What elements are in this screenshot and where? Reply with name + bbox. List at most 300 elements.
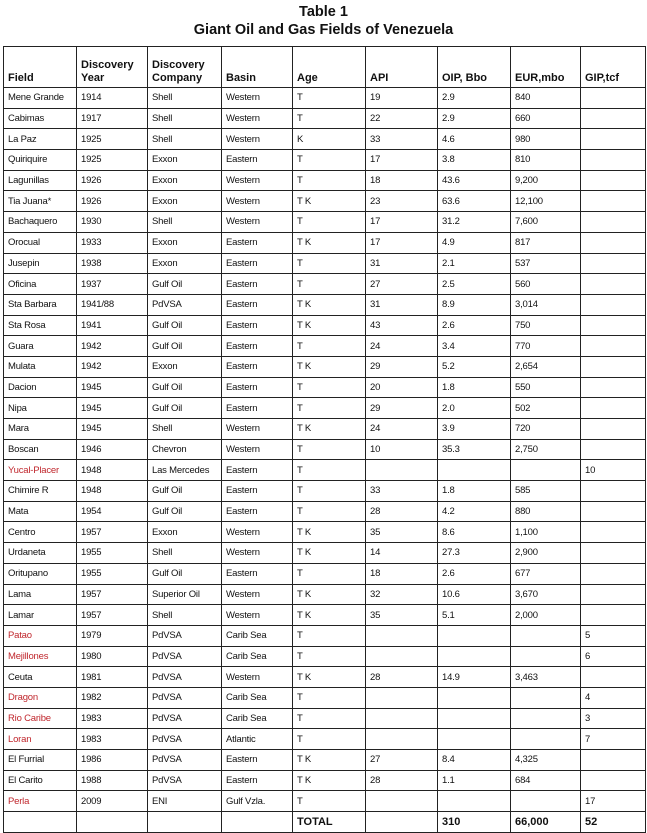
age-cell: T bbox=[293, 687, 366, 708]
eur-value-cell: 550 bbox=[511, 377, 581, 398]
oip-value-cell bbox=[438, 625, 511, 646]
field-name-cell: Tia Juana* bbox=[4, 191, 77, 212]
gip-value-cell bbox=[581, 439, 646, 460]
eur-value-cell: 720 bbox=[511, 419, 581, 440]
basin-cell: Eastern bbox=[222, 481, 293, 502]
discovery-company-cell: Exxon bbox=[148, 191, 222, 212]
oip-value-cell: 2.9 bbox=[438, 108, 511, 129]
api-gravity-cell: 18 bbox=[366, 170, 438, 191]
api-gravity-cell: 17 bbox=[366, 212, 438, 233]
table-row bbox=[4, 729, 646, 750]
gip-value-cell bbox=[581, 543, 646, 564]
eur-value-cell: 810 bbox=[511, 150, 581, 171]
discovery-company-cell: PdVSA bbox=[148, 750, 222, 771]
discovery-year-cell: 1942 bbox=[77, 336, 148, 357]
gip-value-cell bbox=[581, 315, 646, 336]
age-cell: T K bbox=[293, 356, 366, 377]
discovery-company-cell: PdVSA bbox=[148, 646, 222, 667]
eur-value-cell: 12,100 bbox=[511, 191, 581, 212]
gip-value-cell bbox=[581, 584, 646, 605]
basin-cell: Eastern bbox=[222, 253, 293, 274]
discovery-year-cell: 2009 bbox=[77, 791, 148, 812]
basin-cell: Western bbox=[222, 605, 293, 626]
field-name-cell: Loran bbox=[4, 729, 77, 750]
discovery-year-cell: 1946 bbox=[77, 439, 148, 460]
discovery-company-cell: Exxon bbox=[148, 150, 222, 171]
age-cell: T bbox=[293, 398, 366, 419]
basin-cell: Eastern bbox=[222, 315, 293, 336]
basin-cell: Western bbox=[222, 170, 293, 191]
discovery-year-cell: 1948 bbox=[77, 481, 148, 502]
eur-value-cell: 2,900 bbox=[511, 543, 581, 564]
age-cell: T K bbox=[293, 543, 366, 564]
table-row bbox=[4, 150, 646, 171]
api-gravity-cell: 23 bbox=[366, 191, 438, 212]
table-row bbox=[4, 646, 646, 667]
oip-value-cell: 4.6 bbox=[438, 129, 511, 150]
discovery-year-cell: 1988 bbox=[77, 770, 148, 791]
eur-value-cell bbox=[511, 729, 581, 750]
table-row bbox=[4, 356, 646, 377]
basin-cell: Eastern bbox=[222, 294, 293, 315]
column-header: Field bbox=[4, 47, 77, 88]
field-name-cell: Quiriquire bbox=[4, 150, 77, 171]
oip-value-cell: 4.9 bbox=[438, 232, 511, 253]
age-cell: T bbox=[293, 708, 366, 729]
discovery-company-cell: Exxon bbox=[148, 253, 222, 274]
api-gravity-cell bbox=[366, 625, 438, 646]
oip-value-cell bbox=[438, 646, 511, 667]
discovery-company-cell: Gulf Oil bbox=[148, 274, 222, 295]
api-gravity-cell bbox=[366, 460, 438, 481]
age-cell: T bbox=[293, 253, 366, 274]
gip-value-cell bbox=[581, 770, 646, 791]
discovery-year-cell: 1982 bbox=[77, 687, 148, 708]
discovery-year-cell: 1948 bbox=[77, 460, 148, 481]
eur-value-cell: 502 bbox=[511, 398, 581, 419]
discovery-company-cell: Exxon bbox=[148, 232, 222, 253]
api-gravity-cell: 20 bbox=[366, 377, 438, 398]
eur-value-cell: 3,670 bbox=[511, 584, 581, 605]
age-cell: K bbox=[293, 129, 366, 150]
age-cell: T bbox=[293, 481, 366, 502]
discovery-year-cell: 1937 bbox=[77, 274, 148, 295]
eur-value-cell: 980 bbox=[511, 129, 581, 150]
basin-cell: Eastern bbox=[222, 274, 293, 295]
api-gravity-cell: 32 bbox=[366, 584, 438, 605]
api-gravity-cell: 33 bbox=[366, 481, 438, 502]
basin-cell: Western bbox=[222, 439, 293, 460]
age-cell: T bbox=[293, 377, 366, 398]
gip-value-cell bbox=[581, 522, 646, 543]
gip-value-cell bbox=[581, 667, 646, 688]
eur-value-cell: 677 bbox=[511, 563, 581, 584]
table-row bbox=[4, 439, 646, 460]
basin-cell: Carib Sea bbox=[222, 646, 293, 667]
eur-value-cell: 2,654 bbox=[511, 356, 581, 377]
total-eur: 66,000 bbox=[511, 812, 581, 833]
table-row bbox=[4, 212, 646, 233]
eur-value-cell: 3,014 bbox=[511, 294, 581, 315]
eur-value-cell: 817 bbox=[511, 232, 581, 253]
discovery-year-cell: 1942 bbox=[77, 356, 148, 377]
age-cell: T bbox=[293, 501, 366, 522]
field-name-cell: Cabimas bbox=[4, 108, 77, 129]
total-label: TOTAL bbox=[293, 812, 366, 833]
basin-cell: Eastern bbox=[222, 232, 293, 253]
discovery-company-cell: PdVSA bbox=[148, 708, 222, 729]
eur-value-cell: 585 bbox=[511, 481, 581, 502]
oip-value-cell bbox=[438, 791, 511, 812]
oip-value-cell: 2.1 bbox=[438, 253, 511, 274]
field-name-cell: Nipa bbox=[4, 398, 77, 419]
eur-value-cell: 750 bbox=[511, 315, 581, 336]
table-row bbox=[4, 708, 646, 729]
gip-value-cell bbox=[581, 398, 646, 419]
field-name-cell: El Carito bbox=[4, 770, 77, 791]
field-name-cell: Dacion bbox=[4, 377, 77, 398]
discovery-year-cell: 1941 bbox=[77, 315, 148, 336]
oip-value-cell: 2.9 bbox=[438, 88, 511, 109]
table-row bbox=[4, 315, 646, 336]
field-name-cell: Sta Rosa bbox=[4, 315, 77, 336]
discovery-company-cell: Shell bbox=[148, 212, 222, 233]
discovery-company-cell: Exxon bbox=[148, 522, 222, 543]
column-header: Discovery Company bbox=[148, 47, 222, 88]
api-gravity-cell: 14 bbox=[366, 543, 438, 564]
gip-value-cell: 10 bbox=[581, 460, 646, 481]
table-row bbox=[4, 543, 646, 564]
field-name-cell: Mejillones bbox=[4, 646, 77, 667]
api-gravity-cell: 28 bbox=[366, 770, 438, 791]
oip-value-cell: 35.3 bbox=[438, 439, 511, 460]
basin-cell: Western bbox=[222, 522, 293, 543]
age-cell: T bbox=[293, 212, 366, 233]
discovery-year-cell: 1925 bbox=[77, 150, 148, 171]
header-row bbox=[4, 47, 646, 88]
discovery-company-cell: PdVSA bbox=[148, 687, 222, 708]
gip-value-cell bbox=[581, 750, 646, 771]
oip-value-cell bbox=[438, 460, 511, 481]
eur-value-cell: 537 bbox=[511, 253, 581, 274]
basin-cell: Carib Sea bbox=[222, 625, 293, 646]
age-cell: T K bbox=[293, 232, 366, 253]
eur-value-cell: 3,463 bbox=[511, 667, 581, 688]
table-row bbox=[4, 129, 646, 150]
api-gravity-cell: 29 bbox=[366, 356, 438, 377]
gip-value-cell: 5 bbox=[581, 625, 646, 646]
gip-value-cell: 3 bbox=[581, 708, 646, 729]
api-gravity-cell: 24 bbox=[366, 336, 438, 357]
discovery-company-cell: PdVSA bbox=[148, 729, 222, 750]
age-cell: T K bbox=[293, 584, 366, 605]
gip-value-cell bbox=[581, 108, 646, 129]
api-gravity-cell: 31 bbox=[366, 294, 438, 315]
eur-value-cell: 2,750 bbox=[511, 439, 581, 460]
discovery-company-cell: Gulf Oil bbox=[148, 336, 222, 357]
api-gravity-cell: 35 bbox=[366, 605, 438, 626]
field-name-cell: Ceuta bbox=[4, 667, 77, 688]
oip-value-cell: 3.8 bbox=[438, 150, 511, 171]
eur-value-cell: 2,000 bbox=[511, 605, 581, 626]
field-name-cell: Oficina bbox=[4, 274, 77, 295]
discovery-year-cell: 1941/88 bbox=[77, 294, 148, 315]
discovery-company-cell: Gulf Oil bbox=[148, 377, 222, 398]
field-name-cell: Mara bbox=[4, 419, 77, 440]
discovery-company-cell: ENI bbox=[148, 791, 222, 812]
discovery-year-cell: 1980 bbox=[77, 646, 148, 667]
table-row bbox=[4, 481, 646, 502]
discovery-company-cell: Chevron bbox=[148, 439, 222, 460]
table-row bbox=[4, 522, 646, 543]
api-gravity-cell: 10 bbox=[366, 439, 438, 460]
age-cell: T bbox=[293, 170, 366, 191]
table-row bbox=[4, 625, 646, 646]
discovery-company-cell: PdVSA bbox=[148, 625, 222, 646]
gip-value-cell bbox=[581, 605, 646, 626]
discovery-year-cell: 1957 bbox=[77, 522, 148, 543]
discovery-year-cell: 1954 bbox=[77, 501, 148, 522]
api-gravity-cell bbox=[366, 687, 438, 708]
basin-cell: Eastern bbox=[222, 460, 293, 481]
field-name-cell: Lamar bbox=[4, 605, 77, 626]
basin-cell: Western bbox=[222, 584, 293, 605]
field-name-cell: Oritupano bbox=[4, 563, 77, 584]
table-row bbox=[4, 274, 646, 295]
age-cell: T bbox=[293, 791, 366, 812]
field-name-cell: Dragon bbox=[4, 687, 77, 708]
oip-value-cell bbox=[438, 708, 511, 729]
gip-value-cell bbox=[581, 294, 646, 315]
age-cell: T K bbox=[293, 750, 366, 771]
gip-value-cell bbox=[581, 274, 646, 295]
table-row bbox=[4, 460, 646, 481]
discovery-company-cell: Shell bbox=[148, 419, 222, 440]
age-cell: T bbox=[293, 729, 366, 750]
eur-value-cell bbox=[511, 687, 581, 708]
age-cell: T K bbox=[293, 522, 366, 543]
table-body bbox=[4, 88, 646, 812]
oip-value-cell: 8.4 bbox=[438, 750, 511, 771]
discovery-company-cell: Shell bbox=[148, 108, 222, 129]
eur-value-cell: 560 bbox=[511, 274, 581, 295]
api-gravity-cell: 28 bbox=[366, 501, 438, 522]
total-row bbox=[4, 812, 646, 833]
discovery-company-cell: Superior Oil bbox=[148, 584, 222, 605]
api-gravity-cell: 18 bbox=[366, 563, 438, 584]
oip-value-cell: 63.6 bbox=[438, 191, 511, 212]
eur-value-cell bbox=[511, 460, 581, 481]
oip-value-cell: 27.3 bbox=[438, 543, 511, 564]
table-row bbox=[4, 398, 646, 419]
discovery-company-cell: Gulf Oil bbox=[148, 315, 222, 336]
basin-cell: Eastern bbox=[222, 770, 293, 791]
discovery-company-cell: Gulf Oil bbox=[148, 563, 222, 584]
api-gravity-cell: 43 bbox=[366, 315, 438, 336]
table-row bbox=[4, 294, 646, 315]
gip-value-cell: 7 bbox=[581, 729, 646, 750]
gip-value-cell bbox=[581, 419, 646, 440]
basin-cell: Eastern bbox=[222, 150, 293, 171]
eur-value-cell: 1,100 bbox=[511, 522, 581, 543]
field-name-cell: Mene Grande bbox=[4, 88, 77, 109]
discovery-year-cell: 1926 bbox=[77, 170, 148, 191]
discovery-company-cell: Shell bbox=[148, 605, 222, 626]
table-row bbox=[4, 191, 646, 212]
table-row bbox=[4, 667, 646, 688]
discovery-year-cell: 1945 bbox=[77, 377, 148, 398]
discovery-year-cell: 1955 bbox=[77, 543, 148, 564]
table-row bbox=[4, 563, 646, 584]
basin-cell: Western bbox=[222, 88, 293, 109]
oip-value-cell: 43.6 bbox=[438, 170, 511, 191]
basin-cell: Eastern bbox=[222, 398, 293, 419]
age-cell: T K bbox=[293, 419, 366, 440]
field-name-cell: Chimire R bbox=[4, 481, 77, 502]
api-gravity-cell: 24 bbox=[366, 419, 438, 440]
oip-value-cell: 1.8 bbox=[438, 481, 511, 502]
eur-value-cell bbox=[511, 708, 581, 729]
discovery-year-cell: 1983 bbox=[77, 708, 148, 729]
oip-value-cell: 5.2 bbox=[438, 356, 511, 377]
age-cell: T K bbox=[293, 667, 366, 688]
table-row bbox=[4, 770, 646, 791]
gip-value-cell bbox=[581, 336, 646, 357]
field-name-cell: La Paz bbox=[4, 129, 77, 150]
column-header: GIP,tcf bbox=[581, 47, 646, 88]
gip-value-cell bbox=[581, 191, 646, 212]
eur-value-cell: 880 bbox=[511, 501, 581, 522]
gip-value-cell: 4 bbox=[581, 687, 646, 708]
age-cell: T bbox=[293, 439, 366, 460]
oip-value-cell: 3.9 bbox=[438, 419, 511, 440]
total-cell-empty bbox=[148, 812, 222, 833]
gip-value-cell bbox=[581, 253, 646, 274]
oip-value-cell: 31.2 bbox=[438, 212, 511, 233]
age-cell: T bbox=[293, 150, 366, 171]
eur-value-cell: 7,600 bbox=[511, 212, 581, 233]
column-header: Age bbox=[293, 47, 366, 88]
basin-cell: Western bbox=[222, 419, 293, 440]
column-header: Basin bbox=[222, 47, 293, 88]
oip-value-cell: 5.1 bbox=[438, 605, 511, 626]
age-cell: T bbox=[293, 563, 366, 584]
gip-value-cell bbox=[581, 563, 646, 584]
oip-value-cell: 4.2 bbox=[438, 501, 511, 522]
age-cell: T bbox=[293, 336, 366, 357]
age-cell: T K bbox=[293, 191, 366, 212]
discovery-company-cell: Shell bbox=[148, 88, 222, 109]
api-gravity-cell: 19 bbox=[366, 88, 438, 109]
field-name-cell: Sta Barbara bbox=[4, 294, 77, 315]
basin-cell: Eastern bbox=[222, 750, 293, 771]
basin-cell: Carib Sea bbox=[222, 687, 293, 708]
field-name-cell: El Furrial bbox=[4, 750, 77, 771]
gip-value-cell bbox=[581, 481, 646, 502]
age-cell: T bbox=[293, 460, 366, 481]
discovery-company-cell: Shell bbox=[148, 129, 222, 150]
eur-value-cell bbox=[511, 791, 581, 812]
field-name-cell: Boscan bbox=[4, 439, 77, 460]
api-gravity-cell bbox=[366, 729, 438, 750]
oip-value-cell: 14.9 bbox=[438, 667, 511, 688]
gip-value-cell bbox=[581, 129, 646, 150]
table-row bbox=[4, 232, 646, 253]
api-gravity-cell bbox=[366, 791, 438, 812]
discovery-company-cell: Gulf Oil bbox=[148, 398, 222, 419]
eur-value-cell: 660 bbox=[511, 108, 581, 129]
discovery-year-cell: 1926 bbox=[77, 191, 148, 212]
field-name-cell: Perla bbox=[4, 791, 77, 812]
basin-cell: Atlantic bbox=[222, 729, 293, 750]
discovery-year-cell: 1986 bbox=[77, 750, 148, 771]
api-gravity-cell: 29 bbox=[366, 398, 438, 419]
table-row bbox=[4, 750, 646, 771]
basin-cell: Western bbox=[222, 108, 293, 129]
api-gravity-cell: 28 bbox=[366, 667, 438, 688]
age-cell: T bbox=[293, 108, 366, 129]
discovery-year-cell: 1957 bbox=[77, 584, 148, 605]
discovery-year-cell: 1945 bbox=[77, 398, 148, 419]
discovery-year-cell: 1917 bbox=[77, 108, 148, 129]
api-gravity-cell: 22 bbox=[366, 108, 438, 129]
column-header: OIP, Bbo bbox=[438, 47, 511, 88]
table-row bbox=[4, 377, 646, 398]
discovery-year-cell: 1945 bbox=[77, 419, 148, 440]
table-row bbox=[4, 170, 646, 191]
field-name-cell: Mulata bbox=[4, 356, 77, 377]
gip-value-cell bbox=[581, 232, 646, 253]
oip-value-cell bbox=[438, 687, 511, 708]
column-header: API bbox=[366, 47, 438, 88]
gip-value-cell bbox=[581, 377, 646, 398]
field-name-cell: Jusepin bbox=[4, 253, 77, 274]
oip-value-cell: 10.6 bbox=[438, 584, 511, 605]
oip-value-cell: 2.6 bbox=[438, 563, 511, 584]
basin-cell: Western bbox=[222, 129, 293, 150]
gip-value-cell: 6 bbox=[581, 646, 646, 667]
gip-value-cell bbox=[581, 212, 646, 233]
oip-value-cell: 8.9 bbox=[438, 294, 511, 315]
gip-value-cell bbox=[581, 170, 646, 191]
basin-cell: Eastern bbox=[222, 377, 293, 398]
basin-cell: Gulf Vzla. bbox=[222, 791, 293, 812]
discovery-year-cell: 1930 bbox=[77, 212, 148, 233]
total-cell-empty bbox=[366, 812, 438, 833]
column-header: EUR,mbo bbox=[511, 47, 581, 88]
total-oip: 310 bbox=[438, 812, 511, 833]
oip-value-cell bbox=[438, 729, 511, 750]
api-gravity-cell: 27 bbox=[366, 750, 438, 771]
discovery-year-cell: 1983 bbox=[77, 729, 148, 750]
oip-value-cell: 3.4 bbox=[438, 336, 511, 357]
field-name-cell: Rio Caribe bbox=[4, 708, 77, 729]
oip-value-cell: 2.6 bbox=[438, 315, 511, 336]
table-row bbox=[4, 605, 646, 626]
total-gip: 52 bbox=[581, 812, 646, 833]
discovery-year-cell: 1933 bbox=[77, 232, 148, 253]
field-name-cell: Guara bbox=[4, 336, 77, 357]
field-name-cell: Orocual bbox=[4, 232, 77, 253]
oip-value-cell: 1.8 bbox=[438, 377, 511, 398]
basin-cell: Eastern bbox=[222, 563, 293, 584]
age-cell: T K bbox=[293, 294, 366, 315]
discovery-company-cell: PdVSA bbox=[148, 770, 222, 791]
giant-fields-table bbox=[3, 46, 646, 833]
oip-value-cell: 1.1 bbox=[438, 770, 511, 791]
age-cell: T bbox=[293, 625, 366, 646]
discovery-year-cell: 1914 bbox=[77, 88, 148, 109]
